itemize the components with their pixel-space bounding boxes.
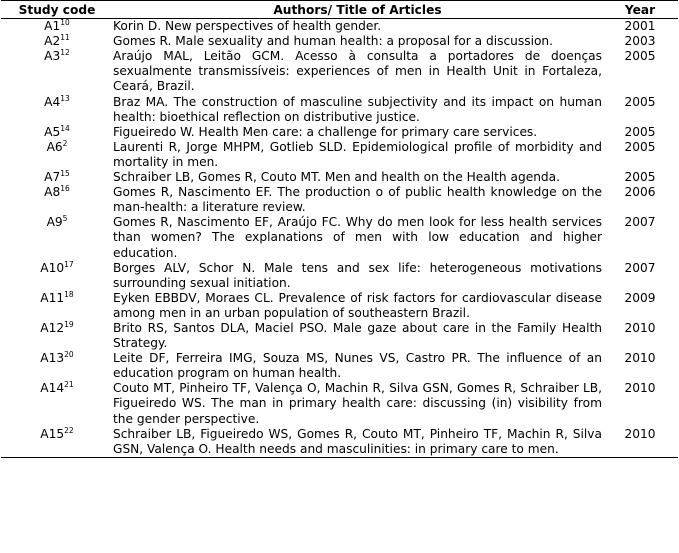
article-title-cell: Brito RS, Santos DLA, Maciel PSO. Male gaze about care in the Family Health Strategy. [113, 320, 602, 351]
study-code-cell [1, 291, 113, 321]
year-cell: 2010 [624, 426, 656, 441]
study-code-cell [1, 140, 113, 170]
study-code-cell [1, 321, 113, 351]
table-row [1, 185, 678, 215]
study-code: A9 [46, 215, 63, 230]
article-title-cell: Araújo MAL, Leitão GCM. Acesso à consulta a portadores de doenças sexualmente transmissíveis: experiences of men in Health Unit in Fortaleza, Ceará, Brazil. [113, 49, 602, 94]
reference-number: 12 [60, 48, 70, 58]
reference-number: 21 [64, 380, 74, 390]
column-header-year: Year [602, 1, 678, 19]
reference-number: 15 [60, 169, 70, 179]
table-row [1, 170, 678, 185]
reference-number: 13 [60, 93, 70, 103]
column-header-study-code: Study code [1, 1, 113, 19]
table-row [1, 321, 678, 351]
article-title-cell: Gomes R, Nascimento EF, Araújo FC. Why do men look for less health services than women? The explanations of men with low education and higher education. [113, 215, 602, 260]
reference-number: 14 [60, 123, 70, 133]
article-title-cell: Couto MT, Pinheiro TF, Valença O, Machin R, Silva GSN, Gomes R, Schraiber LB, Figueiredo WS. The man in primary health care: discussing (in) visibility from the gender perspective. [113, 381, 602, 426]
table-row [1, 215, 678, 260]
study-code-cell [1, 170, 113, 185]
study-code-cell [1, 95, 113, 125]
table-row [1, 95, 678, 125]
study-code: A5 [44, 124, 61, 139]
article-title-cell: Schraiber LB, Gomes R, Couto MT. Men and health on the Health agenda. [113, 170, 561, 185]
study-code: A14 [40, 381, 65, 396]
study-code: A11 [40, 290, 65, 305]
article-title-cell: Gomes R. Male sexuality and human health: a proposal for a discussion. [113, 34, 554, 49]
table-row [1, 427, 678, 458]
year-cell: 2005 [624, 49, 656, 64]
year-cell: 2001 [624, 19, 656, 34]
table-row [1, 125, 678, 140]
study-code-cell [1, 351, 113, 381]
table-row [1, 140, 678, 170]
year-cell: 2005 [624, 170, 656, 185]
year-cell: 2005 [624, 139, 656, 154]
year-cell: 2006 [624, 185, 656, 200]
study-code-cell [1, 19, 113, 35]
year-cell: 2005 [624, 124, 656, 139]
articles-table [1, 0, 678, 458]
study-code: A4 [44, 94, 61, 109]
study-code-cell [1, 261, 113, 291]
reference-number: 11 [60, 33, 70, 43]
year-cell: 2010 [624, 351, 656, 366]
reference-number: 22 [64, 425, 74, 435]
reference-number: 18 [64, 289, 74, 299]
year-cell: 2005 [624, 94, 656, 109]
reference-number: 17 [64, 259, 74, 269]
study-code: A10 [40, 260, 65, 275]
reference-number: 5 [62, 214, 68, 224]
column-header-title: Authors/ Title of Articles [113, 1, 602, 19]
reference-number: 20 [64, 350, 74, 360]
study-code: A6 [46, 139, 63, 154]
study-code: A1 [44, 19, 61, 34]
article-title-cell: Eyken EBBDV, Moraes CL. Prevalence of risk factors for cardiovascular disease among men in an urban population of southeastern Brazil. [113, 290, 602, 320]
year-cell: 2007 [624, 215, 656, 230]
study-code: A8 [44, 185, 61, 200]
study-code-cell [1, 215, 113, 260]
reference-number: 16 [60, 184, 70, 194]
table-header [1, 1, 678, 19]
reference-number: 2 [62, 138, 68, 148]
study-code: A13 [40, 351, 65, 366]
table-row [1, 261, 678, 291]
year-cell: 2009 [624, 290, 656, 305]
study-code: A3 [44, 49, 61, 64]
study-code-cell [1, 34, 113, 49]
table-row [1, 49, 678, 94]
study-code-cell [1, 185, 113, 215]
study-code-cell [1, 427, 113, 458]
study-code-cell [1, 381, 113, 426]
study-code: A2 [44, 34, 61, 49]
article-title-cell: Borges ALV, Schor N. Male tens and sex life: heterogeneous motivations surrounding sexual initiation. [113, 260, 602, 290]
article-title-cell: Schraiber LB, Figueiredo WS, Gomes R, Couto MT, Pinheiro TF, Machin R, Silva GSN, Valença O. Health needs and masculinities: in primary care to men. [113, 426, 602, 456]
reference-number: 19 [64, 319, 74, 329]
article-title-cell: Gomes R, Nascimento EF. The production o of public health knowledge on the man-health: a literature review. [113, 185, 602, 215]
year-cell: 2007 [624, 260, 656, 275]
year-cell: 2010 [624, 320, 656, 335]
study-code: A15 [40, 426, 65, 441]
table-row [1, 19, 678, 35]
article-title-cell: Laurenti R, Jorge MHPM, Gotlieb SLD. Epidemiological profile of morbidity and mortality in men. [113, 139, 602, 169]
article-title-cell: Figueiredo W. Health Men care: a challenge for primary care services. [113, 124, 538, 139]
study-code: A12 [40, 320, 65, 335]
reference-number: 10 [60, 18, 70, 28]
study-code-cell [1, 49, 113, 94]
table-row [1, 291, 678, 321]
article-title-cell: Leite DF, Ferreira IMG, Souza MS, Nunes VS, Castro PR. The influence of an education program on human health. [113, 351, 602, 381]
study-code-cell [1, 125, 113, 140]
table-row [1, 381, 678, 426]
table-row [1, 351, 678, 381]
table-row [1, 34, 678, 49]
header-row [1, 1, 678, 19]
article-title-cell: Braz MA. The construction of masculine subjectivity and its impact on human health: bioethical reflection on distributive justice. [113, 94, 602, 124]
article-title-cell: Korin D. New perspectives of health gender. [113, 19, 382, 34]
table-body [1, 19, 678, 458]
study-code: A7 [44, 170, 61, 185]
year-cell: 2003 [624, 34, 656, 49]
year-cell: 2010 [624, 381, 656, 396]
